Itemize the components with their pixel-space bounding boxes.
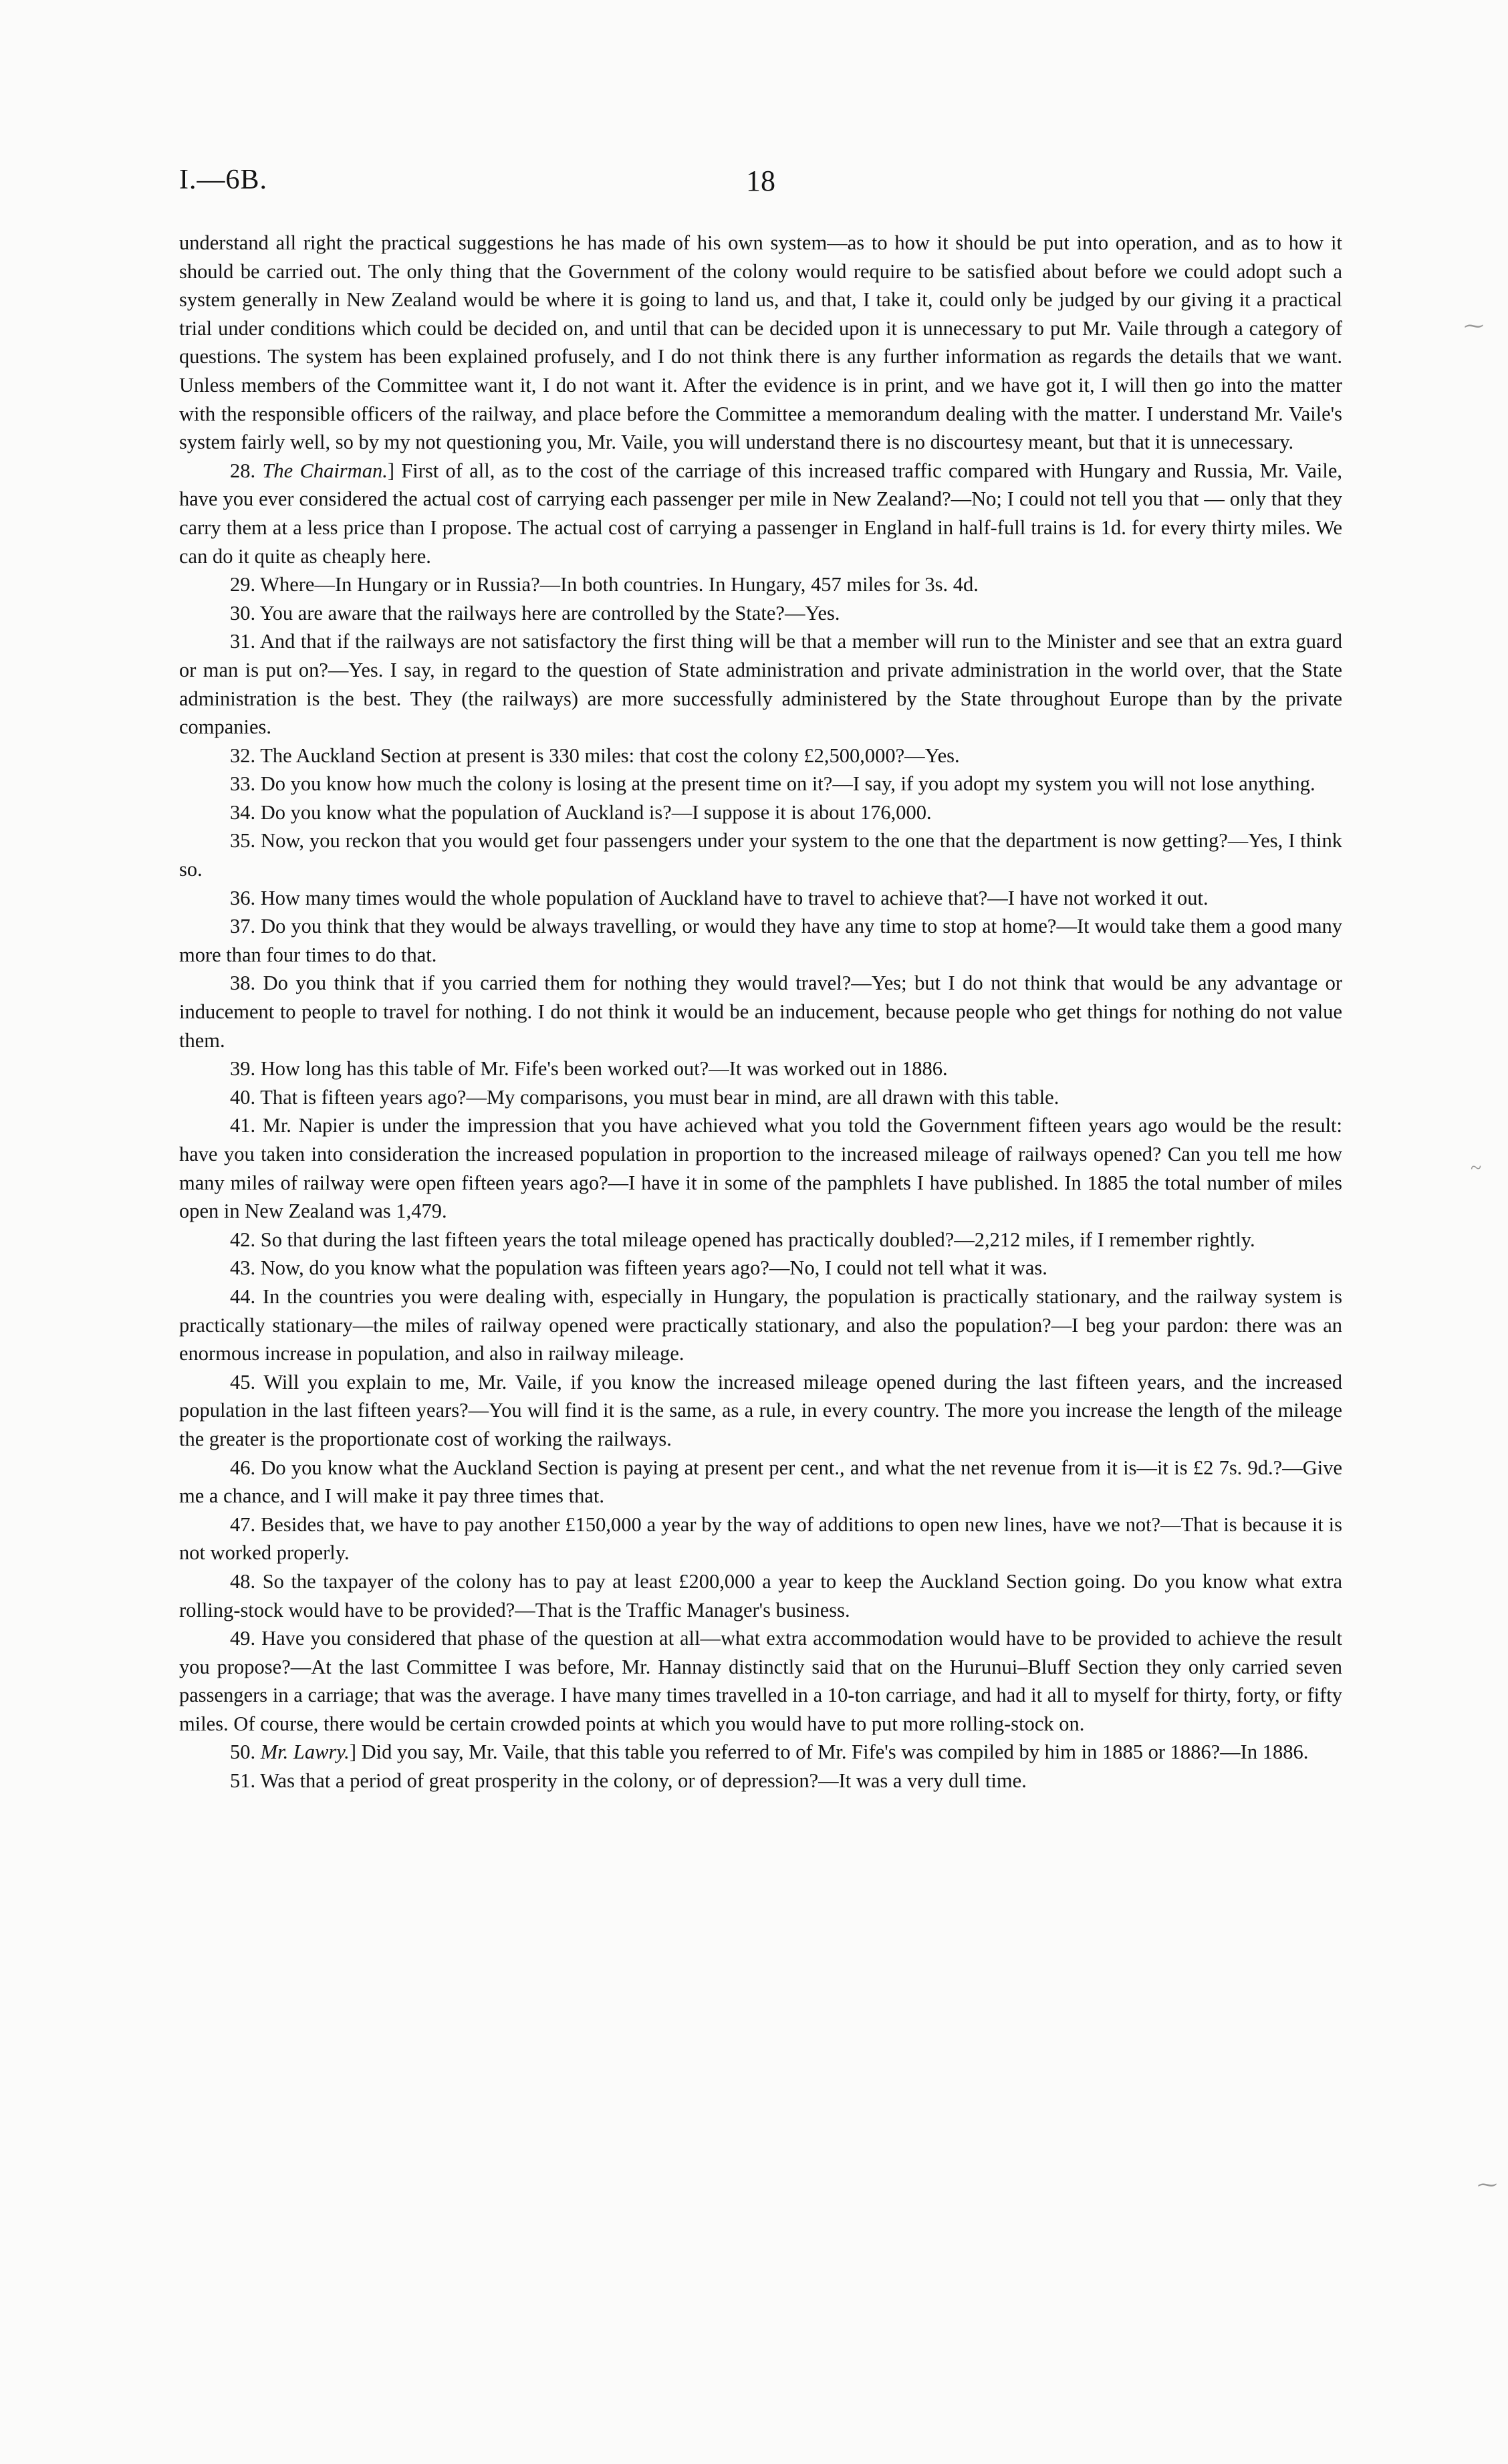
question-number: 38. xyxy=(230,972,256,995)
paragraph-text: Now, you reckon that you would get four passengers under your system to the one that the department is now getting?—Yes, I think so. xyxy=(179,829,1343,881)
paragraph-text: Mr. Napier is under the impression that you have achieved what you told the Government fifteen years ago would be the result: have you taken into consideration the increased population in proportion to the increased mileage of railways opened? Can you tell me how many miles of railway were open fifteen years ago?—I have it in some of the pamphlets I have published. In 1885 the total number of miles open in New Zealand was 1,479. xyxy=(179,1114,1342,1223)
question-number: 51. xyxy=(230,1769,256,1793)
paragraph xyxy=(179,1454,1342,1510)
paragraph-text: You are aware that the railways here are controlled by the State?—Yes. xyxy=(259,601,840,625)
question-number: 42. xyxy=(230,1228,256,1251)
question-number: 32. xyxy=(230,744,256,767)
paragraph xyxy=(179,1054,1342,1083)
paragraph-text: That is fifteen years ago?—My comparisons, you must bear in mind, are all drawn with this table. xyxy=(260,1085,1059,1109)
page-number: 18 xyxy=(746,164,775,197)
paragraph-text: How many times would the whole population of Auckland have to travel to achieve that?—I have not worked it out. xyxy=(260,886,1209,909)
paragraph xyxy=(179,1254,1342,1282)
paragraph-text: Besides that, we have to pay another £150,000 a year by the way of additions to open new lines, have we not?—That is because it is not worked properly. xyxy=(179,1513,1342,1565)
paragraph xyxy=(179,798,1342,827)
speaker-name: Mr. Lawry. xyxy=(260,1741,350,1764)
paragraph-text: And that if the railways are not satisfactory the first thing will be that a member will run to the Minister and see that an extra guard or man is put on?—Yes. I say, in regard to the question of State administration and private administration in the world over, that the State administration is the best. They (the railways) are more successfully administered by the State throughout Europe than by the private companies. xyxy=(179,630,1342,739)
paragraph-text: ] First of all, as to the cost of the carriage of this increased traffic compared with Hungary and Russia, Mr. Vaile, have you ever considered the actual cost of carrying each passenger per mile in New Zealand?—No; I could not tell you that — only that they carry them at a less price than I propose. The actual cost of carrying a passenger in England in half-full trains is 1d. for every thirty miles. We can do it quite as cheaply here. xyxy=(179,459,1342,568)
paragraph-text: ] Did you say, Mr. Vaile, that this table you referred to of Mr. Fife's was compiled by him in 1885 or 1886?—In 1886. xyxy=(349,1741,1309,1764)
question-number: 29. xyxy=(230,573,256,596)
question-number: 35. xyxy=(230,829,256,853)
question-number: 46. xyxy=(230,1456,256,1479)
question-number: 31. xyxy=(230,630,256,653)
paragraph xyxy=(179,969,1342,1054)
question-number: 34. xyxy=(230,800,256,824)
paragraph xyxy=(179,1282,1342,1368)
paragraph xyxy=(179,826,1342,883)
question-number: 49. xyxy=(230,1627,256,1650)
paragraph-text: Was that a period of great prosperity in the colony, or of depression?—It was a very dull time. xyxy=(260,1769,1027,1793)
page-header xyxy=(179,164,1342,204)
question-number: 47. xyxy=(230,1513,256,1536)
paragraph-text: Do you think that they would be always travelling, or would they have any time to stop at home?—It would take them a good many more than four times to do that. xyxy=(179,915,1342,966)
paragraph xyxy=(179,599,1342,628)
paragraph xyxy=(179,457,1342,570)
paragraph-text: Have you considered that phase of the question at all—what extra accommodation would have to be provided to achieve the result you propose?—At the last Committee I was before, Mr. Hannay distinctly said that on the Hurunui–Bluff Section they only carried seven passengers in a carriage; that was the average. I have many times travelled in a 10-ton carriage, and had it all to myself for thirty, forty, or fifty miles. Of course, there would be certain crowded points at which you would have to put more rolling-stock on. xyxy=(179,1627,1343,1735)
question-number: 39. xyxy=(230,1057,256,1081)
question-number: 44. xyxy=(230,1284,256,1308)
question-number: 28. xyxy=(230,459,256,482)
paragraph-text: Now, do you know what the population was fifteen years ago?—No, I could not tell what it was. xyxy=(260,1256,1047,1280)
question-number: 41. xyxy=(230,1114,256,1137)
question-number: 50. xyxy=(230,1741,256,1764)
paragraph xyxy=(179,1510,1342,1567)
question-number: 36. xyxy=(230,886,256,909)
question-number: 48. xyxy=(230,1569,256,1593)
paragraph xyxy=(179,1624,1342,1738)
paragraph-text: How long has this table of Mr. Fife's been worked out?—It was worked out in 1886. xyxy=(260,1057,948,1081)
paragraph xyxy=(179,1567,1342,1624)
paragraph-text: Do you think that if you carried them for nothing they would travel?—Yes; but I do not think that would be any advantage or inducement to people to travel for nothing. I do not think it would be an inducement, because people who get things for nothing do not value them. xyxy=(179,972,1342,1052)
margin-mark-icon: ~ xyxy=(1471,1157,1482,1179)
paragraph xyxy=(179,570,1342,599)
question-number: 43. xyxy=(230,1256,256,1280)
paragraph-text: understand all right the practical suggestions he has made of his own system—as to how it should be put into operation, and as to how it should be carried out. The only thing that the Government of the colony would require to be satisfied about before we could adopt such a system generally in New Zealand would be where it is going to land us, and that, I take it, could only be judged by our giving it a practical trial under conditions which could be decided on, and until that can be decided upon it is unnecessary to put Mr. Vaile through a category of questions. The system has been explained profusely, and I do not think there is any further information as regards the details that we want. Unless members of the Committee want it, I do not want it. After the evidence is in print, and we have got it, I will then go into the matter with the responsible officers of the railway, and place before the Committee a memorandum dealing with the matter. I understand Mr. Vaile's system fairly well, so by my not questioning you, Mr. Vaile, you will understand there is no discourtesy meant, but that it is unnecessary. xyxy=(179,231,1342,454)
question-number: 30. xyxy=(230,601,256,625)
paragraph xyxy=(179,1083,1342,1112)
question-number: 37. xyxy=(230,915,256,938)
paragraph xyxy=(179,1368,1342,1454)
paragraph xyxy=(179,742,1342,770)
paragraph xyxy=(179,1738,1342,1767)
paragraph-text: Will you explain to me, Mr. Vaile, if you know the increased mileage opened during the last fifteen years, and the increased population in the last fifteen years?—You will find it is the same, as a rule, in every country. The more you increase the length of the mileage the greater is the proportionate cost of working the railways. xyxy=(179,1370,1343,1450)
paragraph xyxy=(179,1226,1342,1254)
paragraph-text: So that during the last fifteen years the total mileage opened has practically doubled?—2,212 miles, if I remember rightly. xyxy=(260,1228,1255,1251)
paragraph-text: Do you know how much the colony is losing at the present time on it?—I say, if you adopt my system you will not lose anything. xyxy=(260,772,1315,796)
speaker-name: The Chairman. xyxy=(262,459,388,482)
paragraph xyxy=(179,229,1342,457)
paragraph xyxy=(179,884,1342,913)
document-reference: I.—6B. xyxy=(179,164,267,195)
paragraph-text: Do you know what the Auckland Section is paying at present per cent., and what the net revenue from it is—it is £2 7s. 9d.?—Give me a chance, and I will make it pay three times that. xyxy=(179,1456,1343,1508)
paragraph-text: Where—In Hungary or in Russia?—In both countries. In Hungary, 457 miles for 3s. 4d. xyxy=(260,573,979,596)
question-number: 45. xyxy=(230,1370,256,1393)
paragraph xyxy=(179,1767,1342,1795)
margin-mark-icon: ⁓ xyxy=(1464,315,1484,337)
paragraph-text: In the countries you were dealing with, especially in Hungary, the population is practically stationary, and the railway system is practically stationary—the miles of railway opened were practically stationary, and also the population?—I beg your pardon: there was an enormous increase in population, and also in railway mileage. xyxy=(179,1284,1342,1365)
paragraph xyxy=(179,912,1342,969)
paragraph xyxy=(179,1111,1342,1225)
question-number: 40. xyxy=(230,1085,256,1109)
paragraph-text: So the taxpayer of the colony has to pay at least £200,000 a year to keep the Auckland Section going. Do you know what extra rolling-stock would have to be provided?—That is the Traffic Manager's business. xyxy=(179,1569,1342,1621)
margin-mark-icon: ⁓ xyxy=(1477,2174,1497,2196)
paragraph xyxy=(179,627,1342,741)
paragraph xyxy=(179,770,1342,798)
paragraph-text: The Auckland Section at present is 330 miles: that cost the colony £2,500,000?—Yes. xyxy=(260,744,960,767)
page-body xyxy=(179,229,1342,1795)
question-number: 33. xyxy=(230,772,256,796)
paragraph-text: Do you know what the population of Auckland is?—I suppose it is about 176,000. xyxy=(260,800,932,824)
